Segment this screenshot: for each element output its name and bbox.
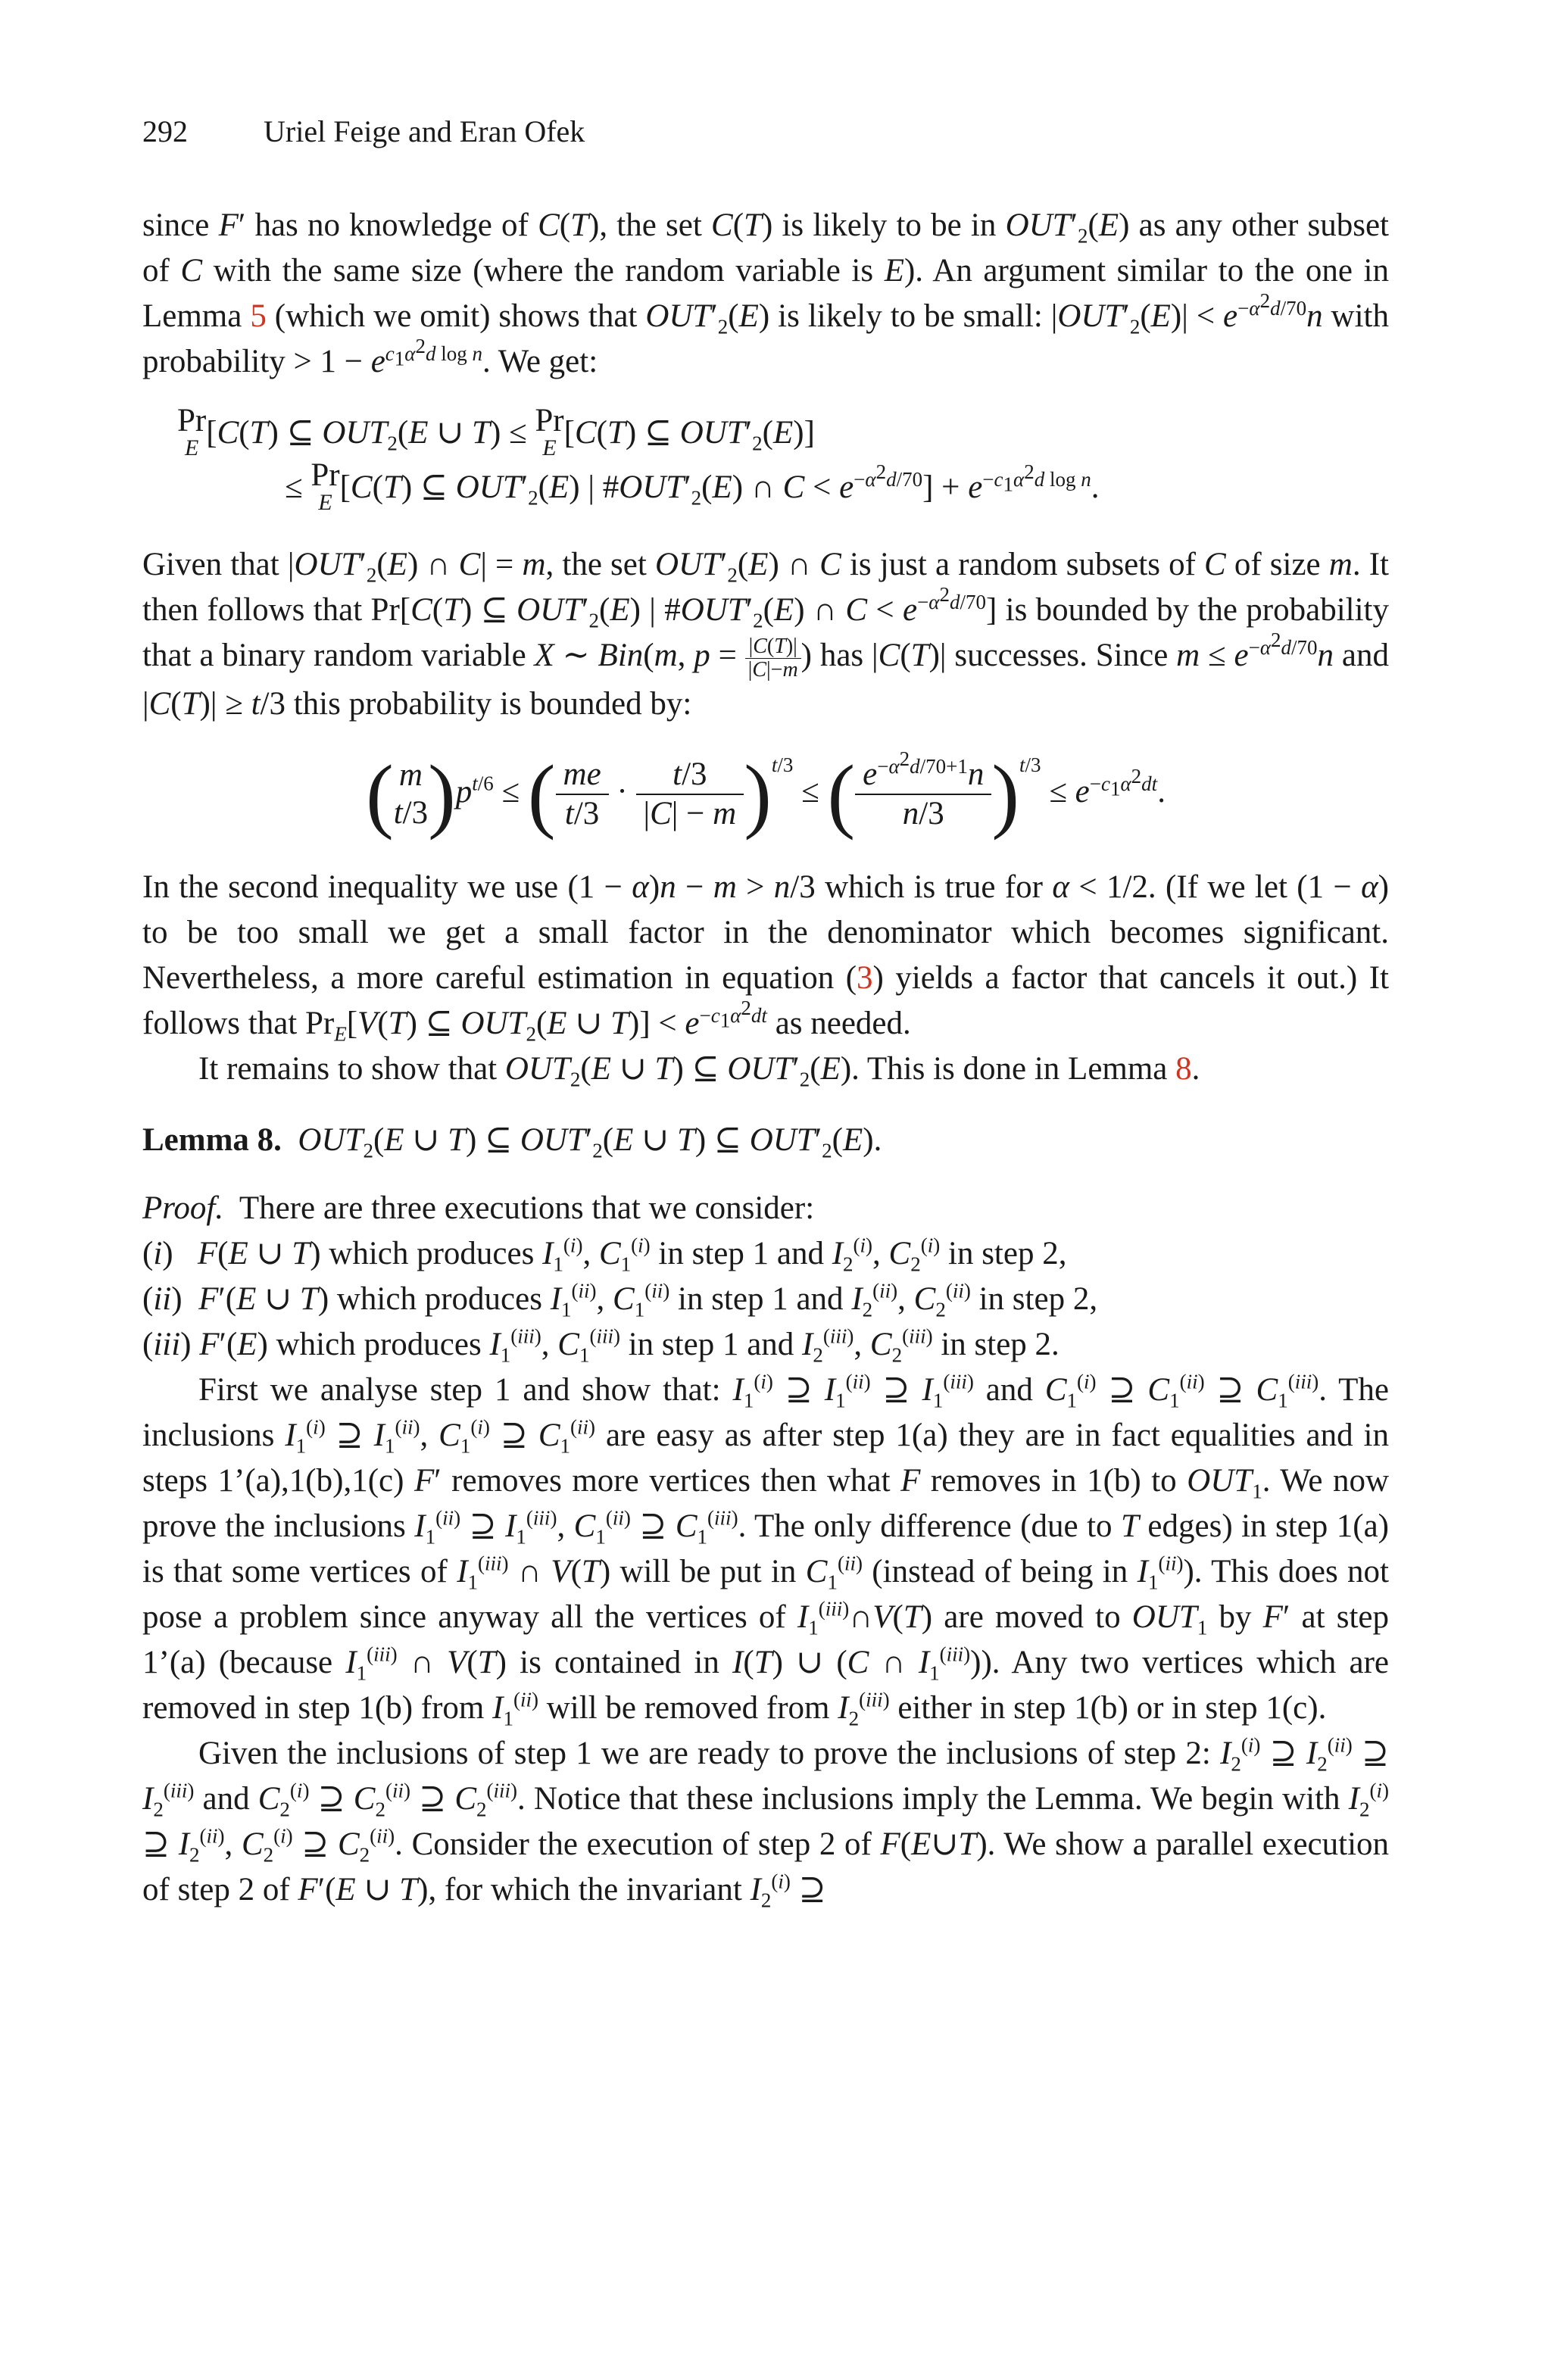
execution-iii: (iii) F′(E) which produces $I_1^{(iii)}$, $C_1^{(iii)}$ in step 1 and $I_2^{(iii)}$, $C_2^{(iii)}$ in step 2. bbox=[142, 1324, 1059, 1367]
page-body bbox=[142, 203, 1389, 1913]
running-header bbox=[142, 114, 585, 149]
lemma-5-link[interactable]: 5 bbox=[250, 298, 267, 334]
execution-i: (i) F(E ∪ T) which produces $I_1^{(i)}$, $C_1^{(i)}$ in step 1 and $I_2^{(i)}$, $C_2^{(i)}$ in step 2, bbox=[142, 1234, 1067, 1276]
equation-probability-bound: Pr E [C(T) ⊆ $OUT_2(E$ ∪ T) ≤ Pr E [C(T) ⊆ $OUT'_2(E)$] ≤ Pr E [C(T) ⊆ $OUT'_2(E)$ | $\#OUT'_2(E)$ ∩ $C < e^{-\alpha^2d/70}] + e^{-c_1\alpha^2d log n}$. bbox=[177, 403, 1100, 515]
proof-label: Proof. bbox=[142, 1190, 224, 1226]
page-number: 292 bbox=[142, 114, 188, 148]
paragraph-3: In the second inequality we use (1 − α)n − m > n/3 which is true for α < 1/2. (If we let (1 − α) to be too small we get a small factor in the denominator which becomes significant. Nevertheless, a more careful estimation in equation (3) yields a factor that cancels it out.) It follows that $Pr_E[V(T)$ ⊆ $OUT_2(E$ ∪ $T)] < e^{-c_1\alpha^2dt}$ as needed. bbox=[142, 869, 1389, 1046]
author-names: Uriel Feige and Eran Ofek bbox=[264, 114, 585, 148]
paragraph-4: It remains to show that $OUT_2(E$ ∪ T) ⊆ $OUT'_2(E)$. This is done in Lemma 8. bbox=[198, 1051, 1200, 1091]
proof-intro: Proof. There are three executions that we consider: bbox=[142, 1190, 815, 1226]
lemma-8-statement: Lemma 8. $OUT_2(E$ ∪ T) ⊆ $OUT'_2(E$ ∪ T) ⊆ $OUT'_2(E)$. bbox=[142, 1122, 882, 1162]
lemma-8-link[interactable]: 8 bbox=[1175, 1051, 1192, 1087]
equation-binomial-bound: ( m t/3 )$p^{t/6}$ ≤ ( $\frac{me}{t/3}$ · $\frac{t/3}{|C| - m}$ )$^{t/3}$ ≤ ( $\frac{e^{-\alpha^2d/70+1}n}{n/3}$ )$^{t/3} \le e^{-c_1\alpha^2dt}$. bbox=[366, 747, 1166, 841]
execution-ii: (ii) F′(E ∪ T) which produces $I_1^{(ii)}$, $C_1^{(ii)}$ in step 1 and $I_2^{(ii)}$, $C_2^{(ii)}$ in step 2, bbox=[142, 1279, 1098, 1321]
paragraph-step1: First we analyse step 1 and show that: $I_1^{(i)}$ ⊇ $I_1^{(ii)}$ ⊇ $I_1^{(iii)}$ and $C_1^{(i)}$ ⊇ $C_1^{(ii)}$ ⊇ $C_1^{(iii)}$. The inclusions $I_1^{(i)}$ ⊇ $I_1^{(ii)}$, $C_1^{(i)}$ ⊇ $C_1^{(ii)}$ are easy as after step 1(a) they are in fact equalities and in steps 1’(a),1(b),1(c) F′ removes more vertices then what F removes in 1(b) to $OUT_1$. We now prove the inclusions $I_1^{(ii)}$ ⊇ $I_1^{(iii)}$, $C_1^{(ii)}$ ⊇ $C_1^{(iii)}$. The only difference (due to T edges) in step 1(a) is that some vertices of $I_1^{(iii)}$ ∩ V(T) will be put in $C_1^{(ii)}$ (instead of being in $I_1^{(ii)}$). This does not pose a problem since anyway all the vertices of $I_1^{(iii)}\cap V(T)$ are moved to $OUT_1$ by F′ at step 1’(a) (because $I_1^{(iii)}$ ∩ V(T) is contained in I(T) ∪ (C ∩ $I_1^{(iii)}$)). Any two vertices which are removed in step 1(b) from $I_1^{(ii)}$ will be removed from $I_2^{(iii)}$ either in step 1(b) or in step 1(c). bbox=[142, 1370, 1390, 1730]
paragraph-1: since F′ has no knowledge of C(T), the set C(T) is likely to be in $OUT'_2(E)$ as any other subset of C with the same size (where the random variable is E). An argument similar to the one in Lemma 5 (which we omit) shows that $OUT'_2(E)$ is likely to be small: $|OUT'_2(E)| < e^{-\alpha^2d/70}n$ with probability > $1 - e^{c_1\alpha^2d log n}$. We get: bbox=[142, 207, 1389, 379]
paragraph-2: Given that $|OUT'_2(E)$ ∩ C| = m, the set $OUT'_2(E)$ ∩ C is just a random subsets of C of size m. It then follows that Pr[C(T) ⊆ $OUT'_2(E)$ | $\#OUT'_2(E)$ ∩ $C < e^{-\alpha^2d/70}$] is bounded by the probability that a binary random variable X ∼ Bin(m, p = $\frac{|C(T)|}{|C|-m}$ ) has |C(T)| successes. Since $m \le e^{-\alpha^2d/70}n$ and |C(T)| ≥ t/3 this probability is bounded by: bbox=[142, 547, 1389, 722]
lemma-label: Lemma 8. bbox=[142, 1122, 282, 1158]
paragraph-step2: Given the inclusions of step 1 we are ready to prove the inclusions of step 2: $I_2^{(i)}$ ⊇ $I_2^{(ii)}$ ⊇ $I_2^{(iii)}$ and $C_2^{(i)}$ ⊇ $C_2^{(ii)}$ ⊇ $C_2^{(iii)}$. Notice that these inclusions imply the Lemma. We begin with $I_2^{(i)}$ ⊇ $I_2^{(ii)}$, $C_2^{(i)}$ ⊇ $C_2^{(ii)}$. Consider the execution of step 2 of F(E∪T). We show a parallel execution of step 2 of F′(E ∪ T), for which the invariant $I_2^{(i)}$ ⊇ bbox=[142, 1733, 1390, 1912]
equation-3-link[interactable]: 3 bbox=[857, 960, 873, 996]
